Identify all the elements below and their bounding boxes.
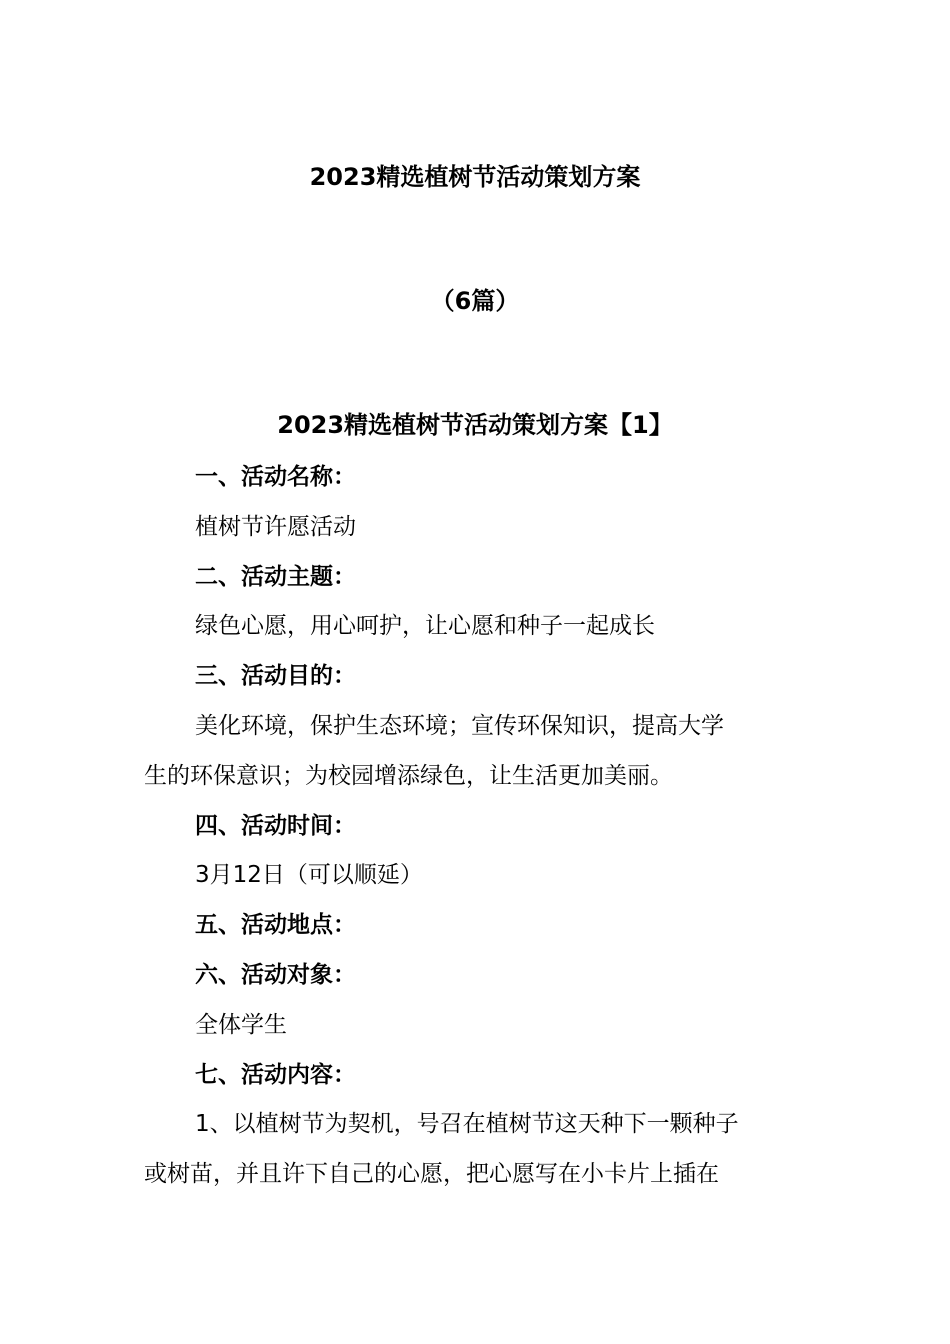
heading-activity-theme: 二、活动主题： xyxy=(195,563,356,590)
text-activity-audience: 全体学生 xyxy=(195,1011,287,1038)
text-activity-purpose-line2: 生的环保意识；为校园增添绿色，让生活更加美丽。 xyxy=(144,762,673,789)
heading-activity-time: 四、活动时间： xyxy=(195,812,356,839)
text-activity-time: 3月12日（可以顺延） xyxy=(195,862,423,889)
text-activity-content-line2: 或树苗，并且许下自己的心愿，把心愿写在小卡片上插在 xyxy=(144,1161,719,1188)
document-title: 2023精选植树节活动策划方案 xyxy=(309,163,641,191)
text-activity-purpose-line1: 美化环境，保护生态环境；宣传环保知识，提高大学 xyxy=(195,712,724,739)
text-activity-name: 植树节许愿活动 xyxy=(195,513,356,540)
heading-activity-audience: 六、活动对象： xyxy=(195,961,356,988)
heading-activity-content: 七、活动内容： xyxy=(195,1061,356,1088)
document-subtitle: （6篇） xyxy=(430,287,520,315)
heading-activity-purpose: 三、活动目的： xyxy=(195,663,356,690)
section-title: 2023精选植树节活动策划方案【1】 xyxy=(277,411,673,439)
heading-activity-name: 一、活动名称： xyxy=(195,464,356,490)
text-activity-theme: 绿色心愿，用心呵护，让心愿和种子一起成长 xyxy=(195,613,655,640)
heading-activity-location: 五、活动地点： xyxy=(195,912,356,939)
document-body xyxy=(144,453,810,1200)
text-activity-content-line1: 1、以植树节为契机，号召在植树节这天种下一颗种子 xyxy=(195,1111,739,1138)
